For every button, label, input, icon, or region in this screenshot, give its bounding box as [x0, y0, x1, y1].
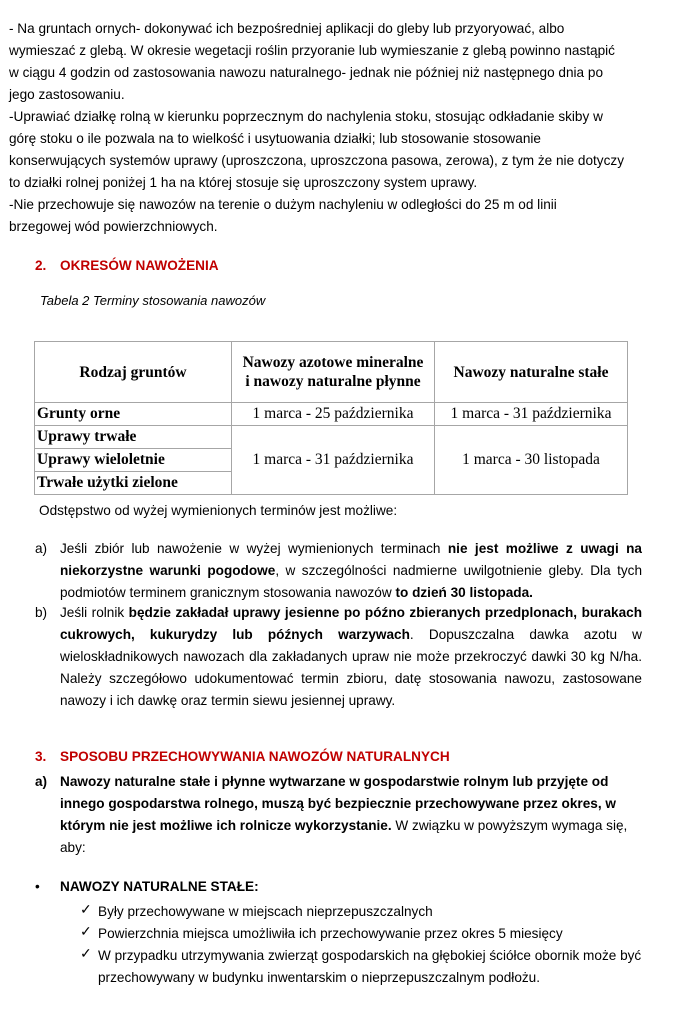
- fertilizer-terms-table: [34, 341, 628, 495]
- intro-line: w ciągu 4 godzin od zastosowania nawozu naturalnego- jednak nie później niż następnego dnia po: [9, 65, 604, 80]
- intro-line: brzegowej wód powierzchniowych.: [9, 219, 218, 234]
- intro-line: wymieszać z glebą. W okresie wegetacji roślin przyoranie lub wymieszanie z glebą powinno nastąpić: [9, 43, 615, 58]
- table-cell: 1 marca - 31 października: [435, 403, 628, 426]
- storage-item-a: [60, 771, 640, 859]
- list-item-b: [60, 602, 642, 712]
- intro-line: to działki rolnej poniżej 1 ha na której stosuje się uproszczony system uprawy.: [9, 175, 478, 190]
- exception-intro: Odstępstwo od wyżej wymienionych terminów jest możliwe:: [39, 503, 398, 518]
- section-title: OKRESÓW NAWOŻENIA: [60, 258, 219, 273]
- item-text: W związku w powyższym wymaga się, aby:: [60, 818, 628, 855]
- row-label: Grunty orne: [35, 403, 232, 426]
- item-bold-text: Nawozy naturalne stałe i płynne wytwarzane w gospodarstwie rolnym lub przyjęte od innego gospodarstwa rolnego, muszą być bezpiecznie przechowywane przez okres, w którym nie jest możliwe ich rolnicze wykorzystanie.: [60, 774, 616, 833]
- intro-line: konserwujących systemów uprawy (uproszczona, uproszczona pasowa, zerowa), z tym że nie dotyczy: [9, 153, 624, 168]
- item-text: , w szczególności nadmierne uwilgotnienie gleby. Dla tych podmiotów terminem granicznym stosowania nawozów: [60, 563, 643, 600]
- intro-line: - Na gruntach ornych- dokonywać ich bezpośredniej aplikacji do gleby lub przyoryować, albo: [9, 21, 565, 36]
- item-text: Jeśli zbiór lub nawożenie w wyżej wymienionych terminach: [60, 541, 448, 556]
- list-item-a: [60, 538, 642, 604]
- bullet-heading: NAWOZY NATURALNE STAŁE:: [60, 879, 259, 894]
- intro-line: -Uprawiać działkę rolną w kierunku poprzecznym do nachylenia stoku, stosując odkładanie skiby w: [9, 109, 603, 124]
- item-bold-text: nie jest możliwe z uwagi na niekorzystne warunki pogodowe: [60, 541, 642, 578]
- row-label: Trwałe użytki zielone: [35, 472, 232, 495]
- intro-line: jego zastosowaniu.: [9, 87, 125, 102]
- check-icon: ✓: [80, 923, 92, 939]
- list-marker: a): [35, 541, 48, 556]
- section-number: 2.: [35, 258, 47, 273]
- table-cell: 1 marca - 31 października: [232, 426, 435, 495]
- check-item: Powierzchnia miejsca umożliwiła ich przechowywanie przez okres 5 miesięcy: [98, 926, 563, 941]
- item-text: . Dopuszczalna dawka azotu w wieloskładnikowych nawozach dla zakładanych upraw nie może przekroczyć dawki 30 kg N/ha. Należy szczegółowo udokumentować termin zbioru, datę stosowania nawozu, zastosowane nawozy i ich dawkę oraz termin siewu jesiennej uprawy.: [60, 627, 643, 708]
- list-marker: a): [35, 774, 48, 789]
- section-3-heading: [35, 749, 450, 764]
- intro-line: górę stoku o ile pozwala na to wielkość i usytuowania działki; lub stosowanie stosowanie: [9, 131, 541, 146]
- check-item: W przypadku utrzymywania zwierząt gospodarskich na głębokiej ściółce obornik może być przechowywany w budynku inwentarskim o nieprzepuszczalnym podłożu.: [98, 948, 642, 985]
- check-item: Były przechowywane w miejscach nieprzepuszczalnych: [98, 904, 433, 919]
- section-2-heading: [35, 258, 219, 273]
- table-cell: 1 marca - 30 listopada: [435, 426, 628, 495]
- table-cell: 1 marca - 25 października: [232, 403, 435, 426]
- section-title: SPOSOBU PRZECHOWYWANIA NAWOZÓW NATURALNYCH: [60, 749, 450, 764]
- check-icon: ✓: [80, 901, 92, 917]
- bullet-marker: •: [35, 879, 40, 894]
- table-header: Nawozy azotowe mineralne i nawozy naturalne płynne: [232, 342, 435, 403]
- item-bold-text: będzie zakładał uprawy jesienne po późno zbieranych przedplonach, burakach cukrowych, kukurydzy lub późnych warzywach: [60, 605, 643, 642]
- table-header: Nawozy naturalne stałe: [435, 342, 628, 403]
- table-caption: Tabela 2 Terminy stosowania nawozów: [40, 293, 266, 308]
- section-number: 3.: [35, 749, 47, 764]
- row-label: Uprawy wieloletnie: [35, 449, 232, 472]
- table-header: Rodzaj gruntów: [35, 342, 232, 403]
- check-icon: ✓: [80, 945, 92, 961]
- intro-line: -Nie przechowuje się nawozów na terenie o dużym nachyleniu w odległości do 25 m od linii: [9, 197, 557, 212]
- item-bold-text: to dzień 30 listopada.: [395, 585, 533, 600]
- row-label: Uprawy trwałe: [35, 426, 232, 449]
- item-text: Jeśli rolnik: [60, 605, 129, 620]
- list-marker: b): [35, 605, 48, 620]
